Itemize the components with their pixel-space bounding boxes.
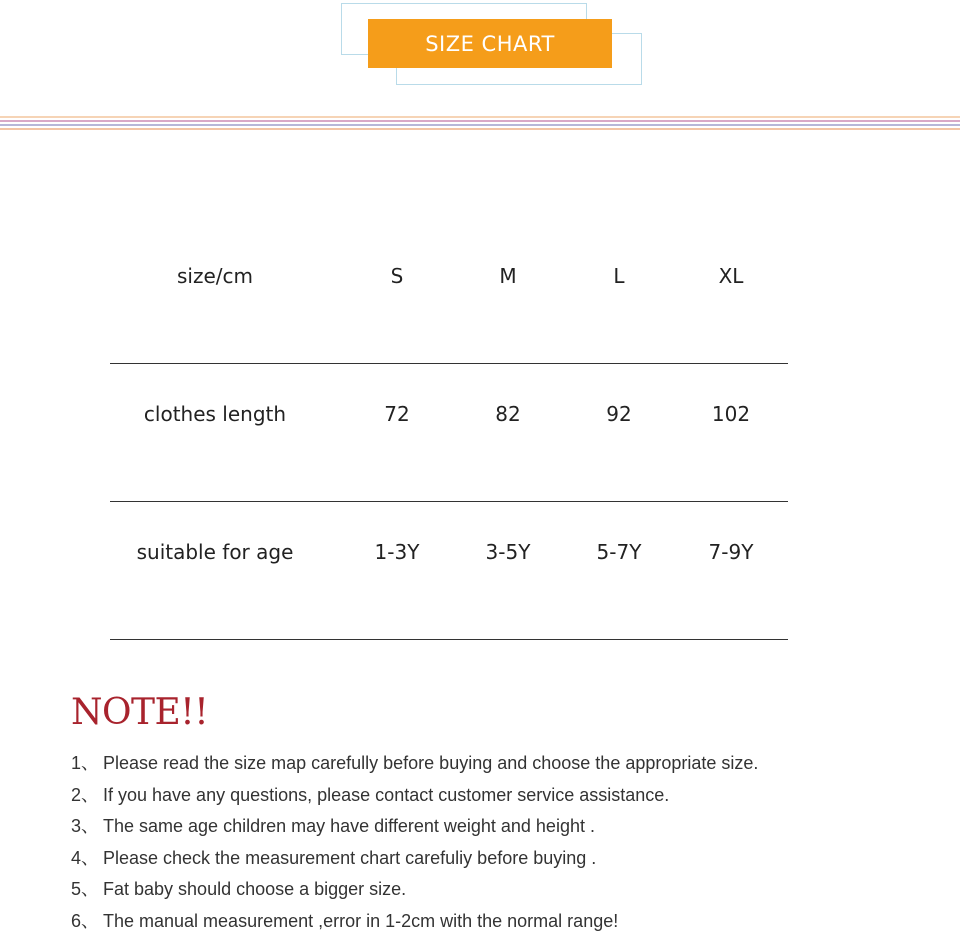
note-number: 3、 bbox=[71, 811, 103, 843]
list-item bbox=[71, 748, 758, 780]
size-header-s: S bbox=[342, 226, 452, 326]
note-text: If you have any questions, please contact customer service assistance. bbox=[103, 785, 669, 805]
note-number: 4、 bbox=[71, 843, 103, 875]
table-cell: 82 bbox=[453, 364, 563, 464]
table-cell: 3-5Y bbox=[453, 502, 563, 602]
row-label-suitable-age: suitable for age bbox=[110, 502, 320, 602]
divider-stripe-4 bbox=[0, 128, 960, 130]
note-number: 1、 bbox=[71, 748, 103, 780]
note-list bbox=[71, 748, 758, 937]
divider-stripe-1 bbox=[0, 116, 960, 118]
divider-stripe-2 bbox=[0, 120, 960, 122]
size-table bbox=[110, 226, 788, 640]
note-number: 5、 bbox=[71, 874, 103, 906]
size-chart-banner bbox=[0, 0, 960, 135]
size-chart-title: SIZE CHART bbox=[368, 19, 612, 68]
table-cell: 7-9Y bbox=[676, 502, 786, 602]
size-header-xl: XL bbox=[676, 226, 786, 326]
note-text: The same age children may have different weight and height . bbox=[103, 816, 595, 836]
row-label-clothes-length: clothes length bbox=[110, 364, 320, 464]
table-row bbox=[110, 502, 788, 640]
table-cell: 1-3Y bbox=[342, 502, 452, 602]
note-text: Please read the size map carefully before buying and choose the appropriate size. bbox=[103, 753, 758, 773]
table-row bbox=[110, 364, 788, 502]
size-header-l: L bbox=[564, 226, 674, 326]
table-cell: 5-7Y bbox=[564, 502, 674, 602]
table-cell: 102 bbox=[676, 364, 786, 464]
list-item bbox=[71, 874, 758, 906]
list-item bbox=[71, 843, 758, 875]
size-header-m: M bbox=[453, 226, 563, 326]
note-text: Please check the measurement chart carefuliy before buying . bbox=[103, 848, 596, 868]
table-cell: 92 bbox=[564, 364, 674, 464]
header-label: size/cm bbox=[110, 226, 320, 326]
table-cell: 72 bbox=[342, 364, 452, 464]
list-item bbox=[71, 780, 758, 812]
list-item bbox=[71, 811, 758, 843]
divider-stripe-3 bbox=[0, 124, 960, 126]
list-item bbox=[71, 906, 758, 937]
note-text: Fat baby should choose a bigger size. bbox=[103, 879, 406, 899]
note-number: 6、 bbox=[71, 906, 103, 937]
table-header-row bbox=[110, 226, 788, 364]
note-number: 2、 bbox=[71, 780, 103, 812]
note-text: The manual measurement ,error in 1-2cm with the normal range! bbox=[103, 911, 618, 931]
note-title: NOTE!! bbox=[71, 690, 208, 736]
